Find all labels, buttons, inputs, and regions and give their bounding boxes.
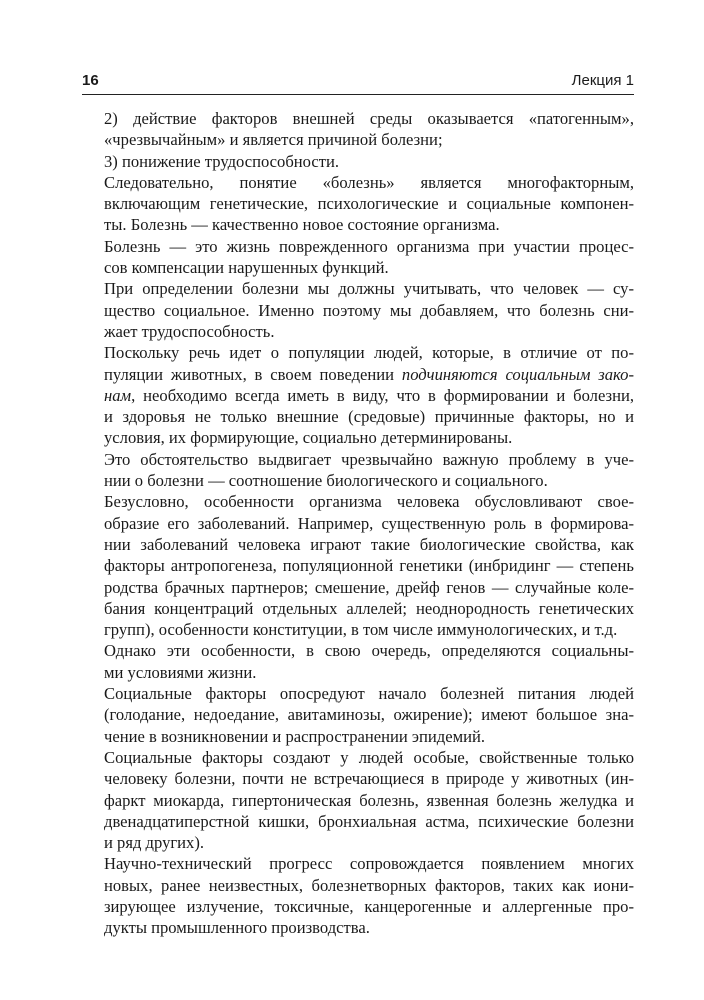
text-line: Поскольку речь идет о популяции людей, которые, в отличие от по- [104, 343, 634, 363]
page-header [82, 70, 634, 95]
text-line: фаркт миокарда, гипертоническая болезнь, язвенная болезнь желудка и [104, 790, 634, 810]
text-line: нии заболеваний человека играют такие биологические свойства, как [104, 534, 634, 554]
paragraph [82, 236, 634, 279]
text-line: «чрезвычайным» и является причиной болезни; [104, 130, 443, 150]
text-line: Это обстоятельство выдвигает чрезвычайно важную проблему в уче- [104, 449, 634, 469]
text-line: образие его заболеваний. Например, существенную роль в формирова- [104, 513, 634, 533]
paragraph [82, 640, 634, 683]
text-line: включающим генетические, психологические и социальные компонен- [104, 194, 634, 214]
paragraph [82, 747, 634, 853]
italic-text: нам [104, 385, 132, 405]
text-line: 3) понижение трудоспособности. [104, 151, 340, 171]
text-line: (голодание, недоедание, авитаминозы, ожирение); имеют большое зна- [104, 705, 634, 725]
text-line: Следовательно, понятие «болезнь» является многофакторным, [104, 172, 634, 192]
text-line: Научно-технический прогресс сопровождается появлением многих [104, 854, 634, 874]
italic-text: подчиняются социальным зако- [401, 364, 634, 384]
paragraph [82, 172, 634, 236]
text-line: нии о болезни — соотношение биологического и социального. [104, 471, 548, 491]
text-line: 2) действие факторов внешней среды оказывается «патогенным», [104, 109, 634, 128]
body-text [82, 108, 634, 939]
text-run: , необходимо всегда иметь в виду, что в формировании и болезни, [131, 385, 634, 405]
paragraph [82, 342, 634, 448]
paragraph-list-item-3 [82, 151, 634, 172]
paragraph [82, 491, 634, 640]
text-line: условия, их формирующие, социально детерминированы. [104, 428, 513, 448]
text-line: Безусловно, особенности организма человека обусловливают свое- [104, 492, 634, 512]
page-number: 16 [82, 72, 99, 89]
text-line: групп), особенности конституции, в том числе иммунологических, и т.д. [104, 620, 618, 640]
text-line: двенадцатиперстной кишки, бронхиальная астма, психические болезни [104, 811, 634, 831]
text-line [82, 385, 634, 406]
paragraph [82, 683, 634, 747]
text-line: ты. Болезнь — качественно новое состояние организма. [104, 215, 500, 235]
text-line: зирующее излучение, токсичные, канцерогенные и аллергенные про- [104, 896, 634, 916]
text-line [82, 364, 634, 385]
text-line: Однако эти особенности, в свою очередь, определяются социальны- [104, 641, 634, 661]
text-run: пуляции животных, в своем поведении [104, 364, 402, 384]
text-line: жает трудоспособность. [104, 321, 275, 341]
paragraph-list-item-2 [82, 108, 634, 151]
paragraph [82, 449, 634, 492]
text-line: Болезнь — это жизнь поврежденного организма при участии процес- [104, 236, 634, 256]
running-title: Лекция 1 [571, 72, 634, 89]
text-line: Социальные факторы создают у людей особые, свойственные только [104, 747, 634, 767]
text-line: и ряд других). [104, 833, 205, 853]
text-line: бания концентраций отдельных аллелей; неоднородность генетических [104, 598, 634, 618]
text-line: сов компенсации нарушенных функций. [104, 258, 389, 278]
text-line: щество социальное. Именно поэтому мы добавляем, что болезнь сни- [104, 300, 634, 320]
paragraph [82, 853, 634, 938]
text-line: При определении болезни мы должны учитывать, что человек — су- [104, 279, 634, 299]
text-line: чение в возникновении и распространении эпидемий. [104, 726, 485, 746]
text-line: новых, ранее неизвестных, болезнетворных факторов, таких как иони- [104, 875, 634, 895]
text-line: человеку болезни, почти не встречающиеся в природе у животных (ин- [104, 769, 634, 789]
text-line: родства брачных партнеров; смешение, дрейф генов — случайные коле- [104, 577, 634, 597]
text-line: ми условиями жизни. [104, 662, 257, 682]
text-line: Социальные факторы опосредуют начало болезней питания людей [104, 684, 634, 704]
text-line: факторы антропогенеза, популяционной генетики (инбридинг — степень [104, 556, 634, 576]
text-line: дукты промышленного производства. [104, 918, 370, 938]
paragraph [82, 278, 634, 342]
text-line: и здоровья не только внешние (средовые) причинные факторы, но и [104, 407, 634, 427]
